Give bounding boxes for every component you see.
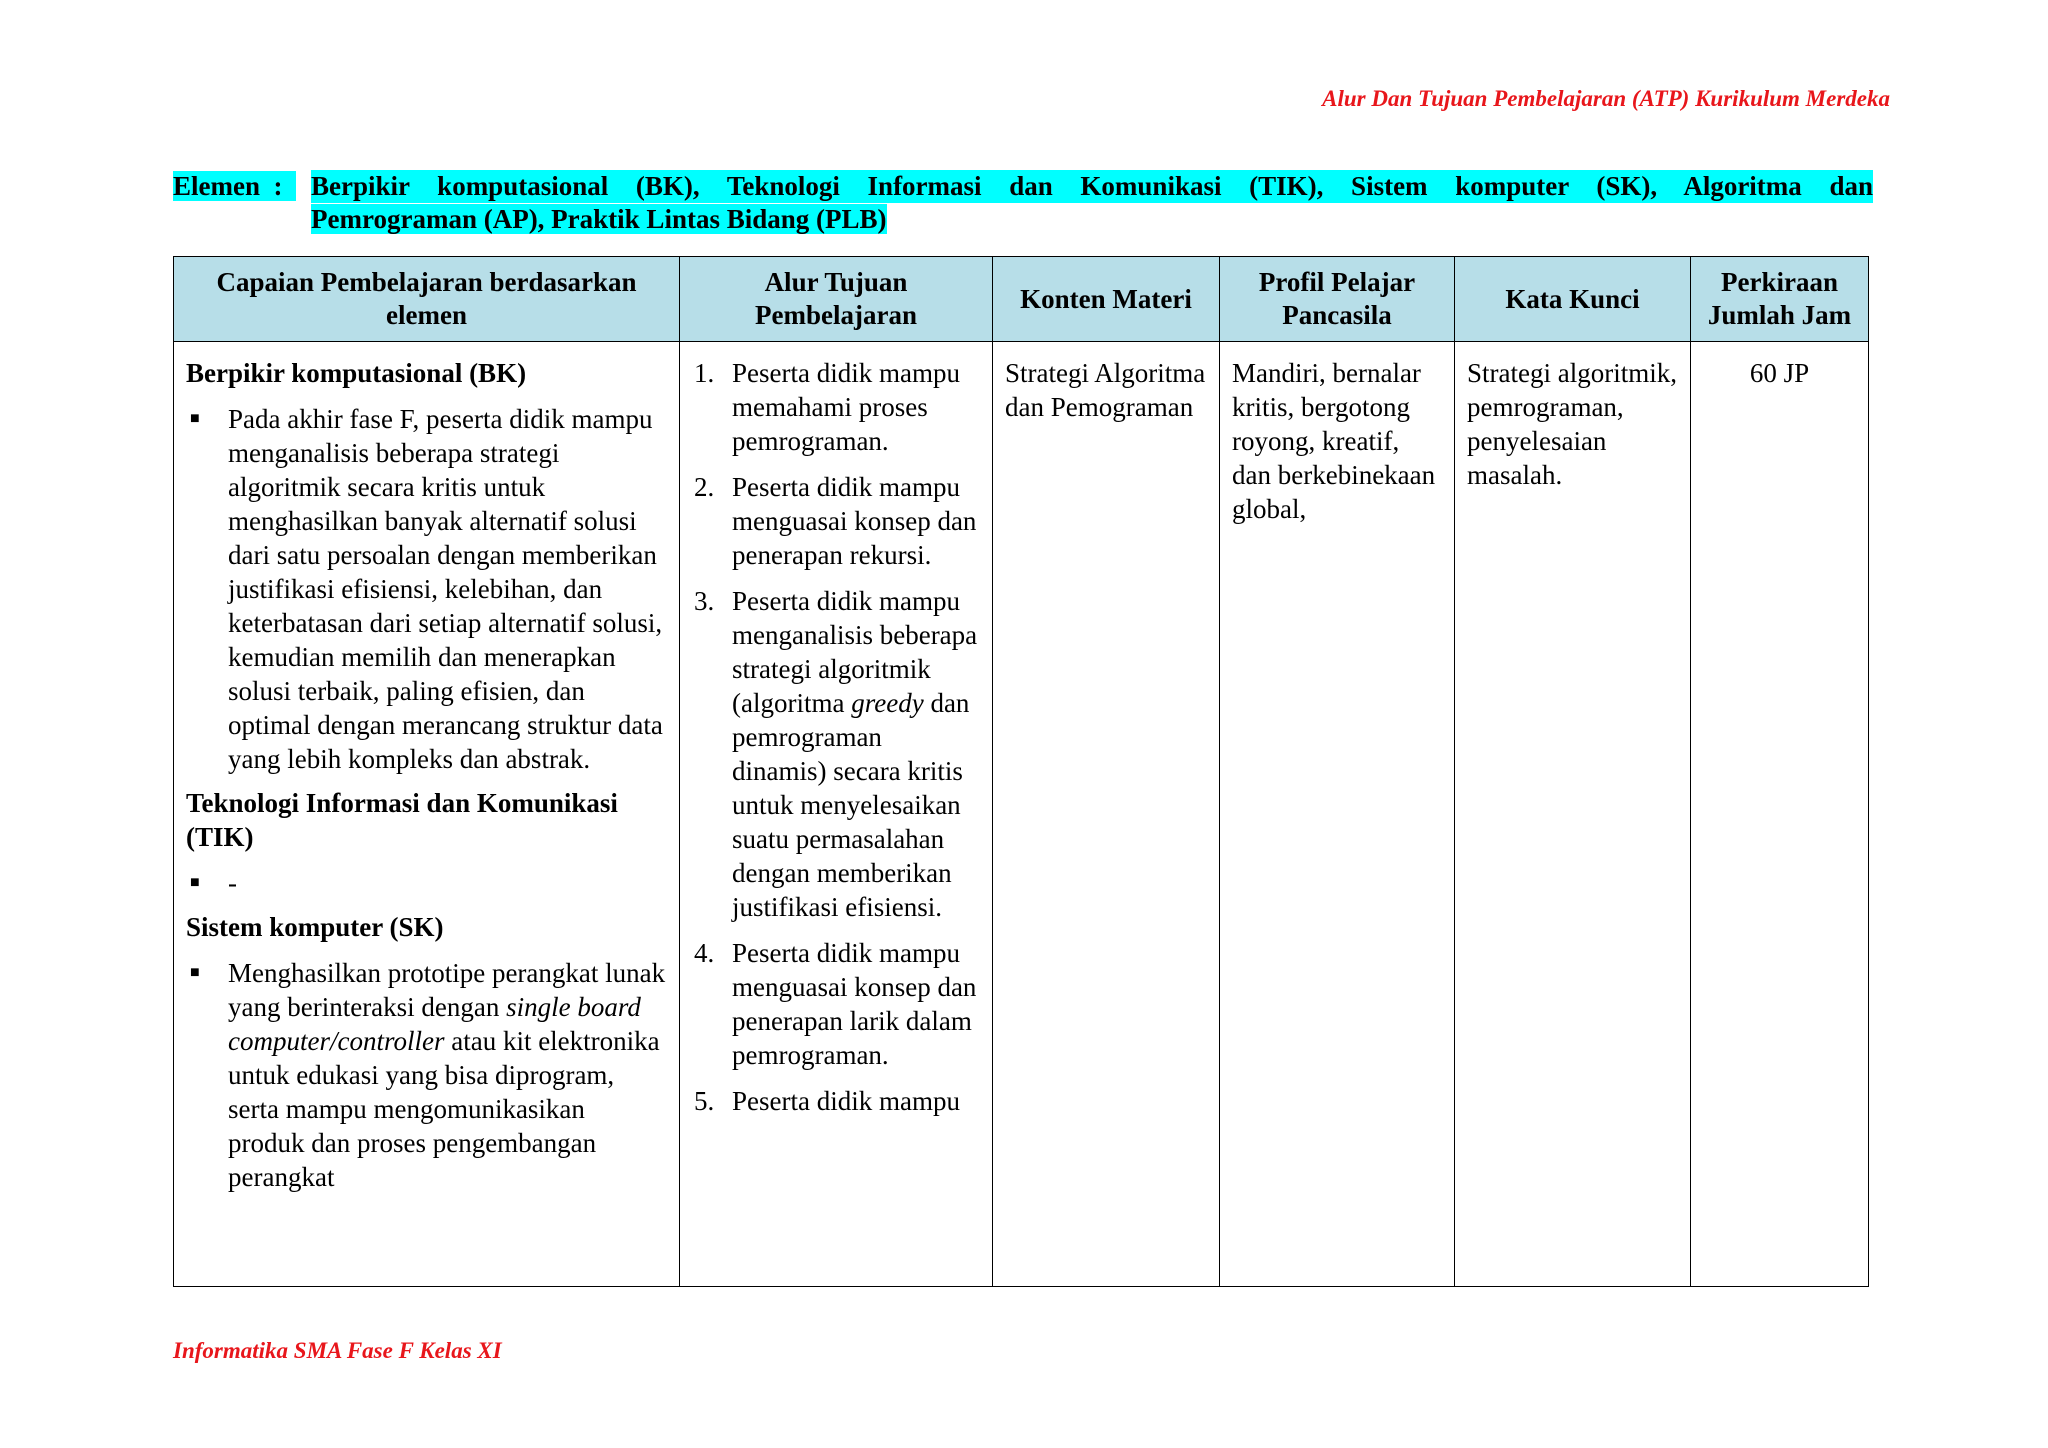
cell-capaian — [174, 342, 680, 1287]
list-item — [186, 866, 667, 900]
elemen-label: Elemen — [173, 171, 260, 201]
table-row — [174, 342, 1869, 1287]
header-konten: Konten Materi — [993, 257, 1220, 342]
elemen-line-2: Pemrograman (AP), Praktik Lintas Bidang (PLB) — [311, 204, 887, 234]
item-number: 4. — [694, 938, 715, 968]
cell-alur — [680, 342, 993, 1287]
cell-kata-kunci — [1455, 342, 1691, 1287]
header-kata-kunci: Kata Kunci — [1455, 257, 1691, 342]
list-item — [186, 402, 667, 776]
page-header-title: Alur Dan Tujuan Pembelajaran (ATP) Kurikulum Merdeka — [1322, 86, 1890, 111]
item-text-b: dan pemrograman dinamis) secara kritis untuk menyelesaikan suatu permasalahan dengan memberikan justifikasi efisiensi. — [732, 688, 970, 922]
elemen-line-1: Berpikir komputasional (BK), Teknologi Informasi dan Komunikasi (TIK), Sistem komputer (SK), Algoritma dan — [311, 171, 1873, 201]
section-title-tik: Teknologi Informasi dan Komunikasi (TIK) — [186, 788, 618, 852]
square-bullet-icon: ■ — [190, 410, 200, 427]
list-item — [692, 584, 980, 924]
item-number: 3. — [694, 586, 715, 616]
elemen-block — [173, 170, 1873, 236]
item-text: Peserta didik mampu menguasai konsep dan penerapan rekursi. — [732, 472, 977, 570]
cell-profil — [1220, 342, 1455, 1287]
profil-text: Mandiri, bernalar kritis, bergotong royong, kreatif, dan berkebinekaan global, — [1232, 358, 1436, 524]
jam-text: 60 JP — [1749, 358, 1810, 388]
atp-table — [173, 256, 1869, 1287]
item-number: 5. — [694, 1086, 715, 1116]
item-number: 2. — [694, 472, 715, 502]
square-bullet-icon: ■ — [190, 964, 200, 981]
sk-text-italic: single board computer/controller — [228, 992, 641, 1056]
section-title-bk: Berpikir komputasional (BK) — [186, 358, 527, 388]
header-jam: Perkiraan Jumlah Jam — [1691, 257, 1869, 342]
cell-jam — [1691, 342, 1869, 1287]
kata-kunci-text: Strategi algoritmik, pemrograman, penyelesaian masalah. — [1467, 358, 1677, 490]
item-text: Peserta didik mampu memahami proses pemrograman. — [732, 358, 960, 456]
list-item — [692, 356, 980, 458]
section-title-sk: Sistem komputer (SK) — [186, 912, 444, 942]
item-text-italic: greedy — [851, 688, 924, 718]
item-text: Peserta didik mampu — [732, 1086, 960, 1116]
item-text: Peserta didik mampu menguasai konsep dan penerapan larik dalam pemrograman. — [732, 938, 977, 1070]
header-capaian: Capaian Pembelajaran berdasarkan elemen — [174, 257, 680, 342]
sk-text-a: Menghasilkan prototipe perangkat lunak yang berinteraksi dengan — [228, 958, 666, 1022]
tik-text: - — [228, 868, 237, 898]
table-header-row — [174, 257, 1869, 342]
sk-text-b: atau kit elektronika untuk edukasi yang bisa diprogram, serta mampu mengomunikasikan produk dan proses pengembangan perangkat — [228, 1026, 660, 1192]
page-footer: Informatika SMA Fase F Kelas XI — [173, 1338, 502, 1363]
list-item — [692, 936, 980, 1072]
cell-konten — [993, 342, 1220, 1287]
bk-text: Pada akhir fase F, peserta didik mampu menganalisis beberapa strategi algoritmik secara kritis untuk menghasilkan banyak alternatif solusi dari satu persoalan dengan memberikan justifikasi efisiensi, kelebihan, dan keterbatasan dari setiap alternatif solusi, kemudian memilih dan menerapkan solusi terbaik, paling efisien, dan optimal dengan merancang struktur data yang lebih kompleks dan abstrak. — [228, 404, 663, 774]
header-profil: Profil Pelajar Pancasila — [1220, 257, 1455, 342]
header-alur: Alur Tujuan Pembelajaran — [680, 257, 993, 342]
item-number: 1. — [694, 358, 715, 388]
item-text-a: Peserta didik mampu menganalisis beberapa strategi algoritmik (algoritma — [732, 586, 978, 718]
list-item — [692, 1084, 980, 1118]
list-item — [692, 470, 980, 572]
list-item — [186, 956, 667, 1194]
elemen-colon: : — [273, 171, 283, 201]
konten-text: Strategi Algoritma dan Pemograman — [1005, 358, 1206, 422]
square-bullet-icon: ■ — [190, 874, 200, 891]
